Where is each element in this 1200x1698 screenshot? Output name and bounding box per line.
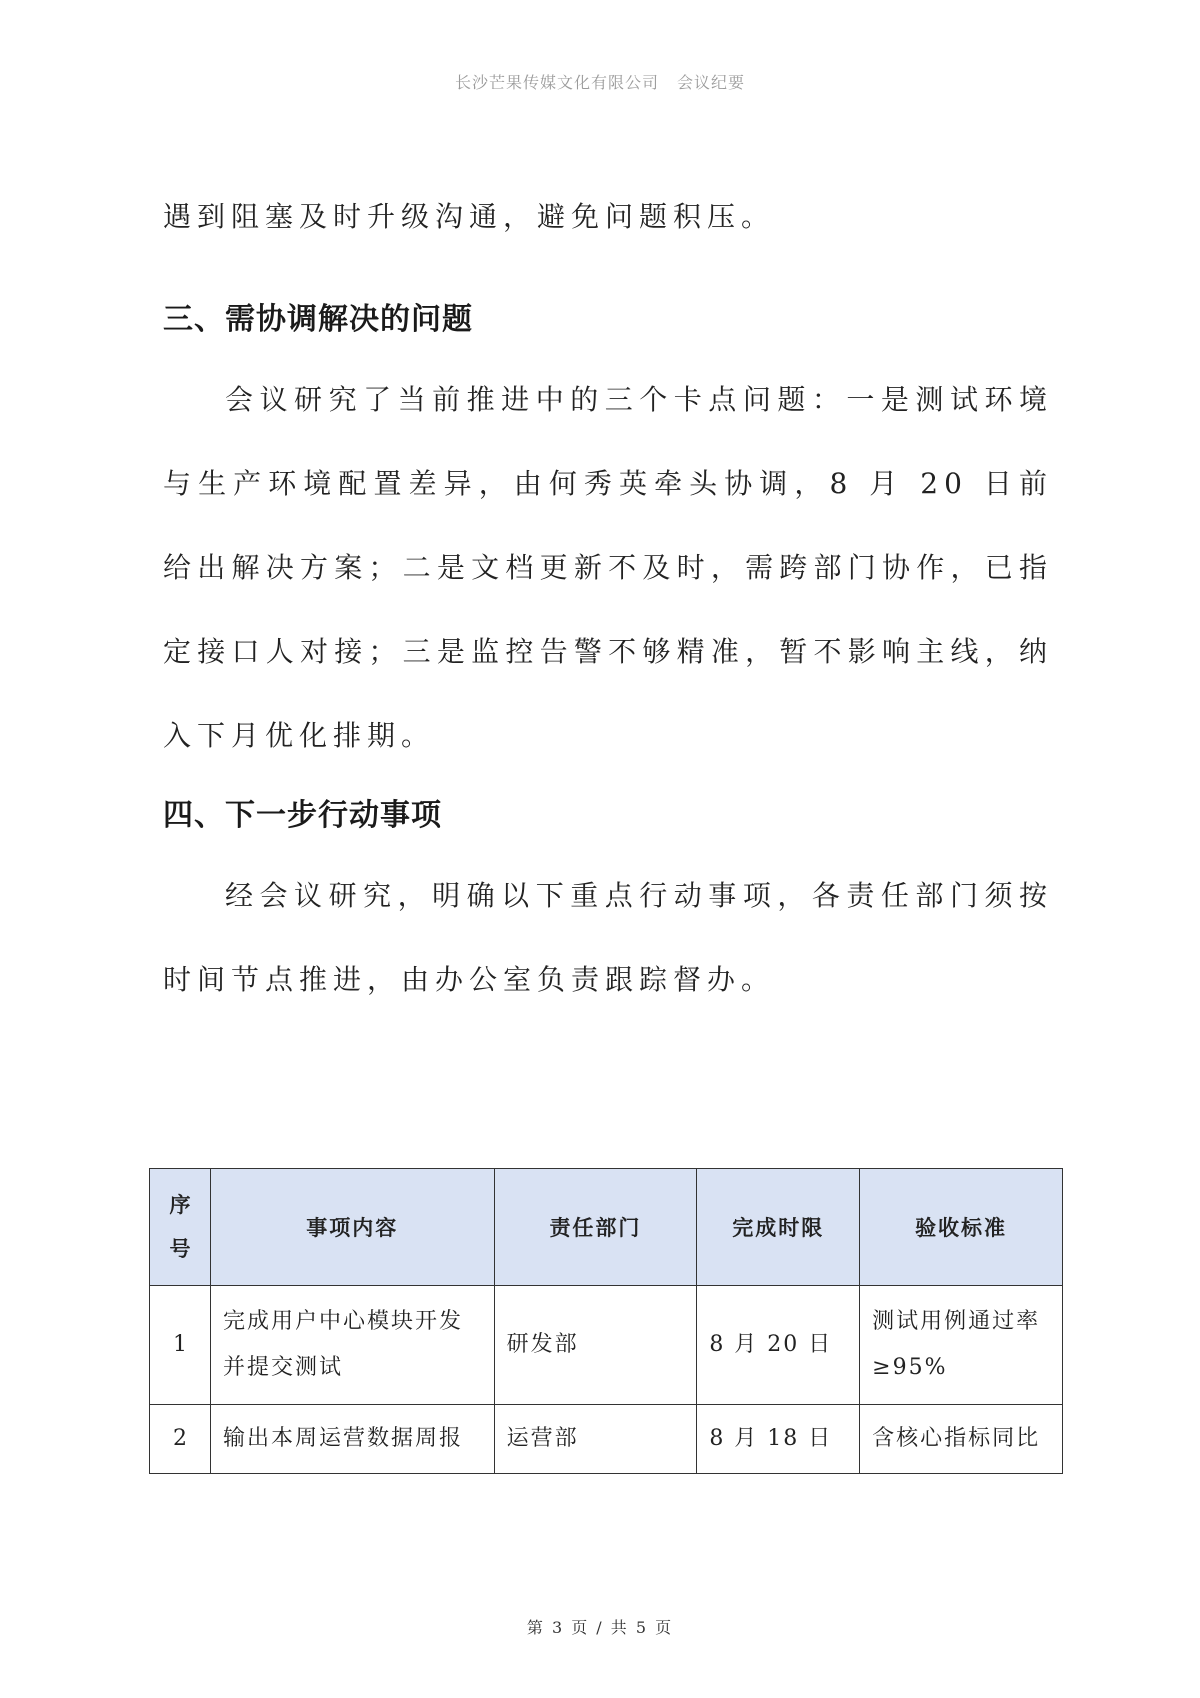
cell-no: 2 [150,1405,211,1474]
cell-department: 运营部 [494,1405,697,1474]
header-doc-type: 会议纪要 [677,73,746,92]
cell-department: 研发部 [494,1286,697,1405]
section-4-body: 经会议研究，明确以下重点行动事项，各责任部门须按时间节点推进，由办公室负责跟踪督办。 [163,879,1053,996]
section-3-body: 会议研究了当前推进中的三个卡点问题：一是测试环境与生产环境配置差异，由何秀英牵头协调，8 月 20 日前给出解决方案；二是文档更新不及时，需跨部门协作，已指定接口人对接；三是监控告警不够精准，暂不影响主线，纳入下月优化排期。 [163,383,1053,752]
header-department: 责任部门 [494,1169,697,1286]
header-no-line1: 序 [169,1193,191,1217]
section-3-heading: 三、需协调解决的问题 [163,302,473,337]
cell-criteria: 测试用例通过率≥95% [860,1286,1063,1405]
cell-content: 输出本周运营数据周报 [210,1405,494,1474]
table-row [150,1405,1063,1474]
cell-deadline: 8 月 20 日 [697,1286,860,1405]
page-header [0,70,1200,93]
cell-deadline: 8 月 18 日 [697,1405,860,1474]
page-footer: 第 3 页 / 共 5 页 [526,1618,674,1637]
header-company: 长沙芒果传媒文化有限公司 [454,73,659,92]
section-4-heading: 四、下一步行动事项 [163,798,442,833]
header-no-line2: 号 [169,1237,191,1261]
header-content: 事项内容 [210,1169,494,1286]
cell-no: 1 [150,1286,211,1405]
header-criteria: 验收标准 [860,1169,1063,1286]
cell-criteria: 含核心指标同比 [860,1405,1063,1474]
continuation-paragraph: 遇到阻塞及时升级沟通，避免问题积压。 [163,200,776,233]
header-no [150,1169,211,1286]
table-row [150,1286,1063,1405]
table-header-row [150,1169,1063,1286]
action-items-table [149,1168,1063,1474]
header-deadline: 完成时限 [697,1169,860,1286]
cell-content: 完成用户中心模块开发并提交测试 [210,1286,494,1405]
